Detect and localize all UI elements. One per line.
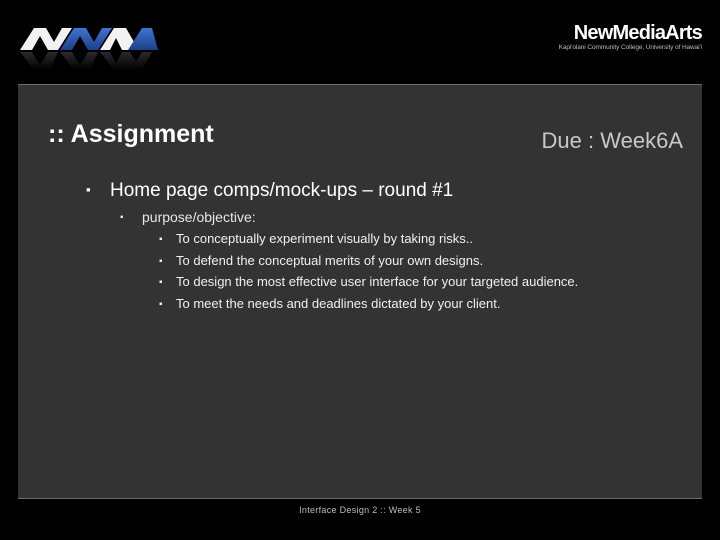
brand-subtitle: Kapi'olani Community College, University of Hawai'i <box>558 44 702 51</box>
list-item <box>159 294 578 316</box>
bullet-icon: ▪ <box>159 234 163 245</box>
sub-bullet-text: purpose/objective: <box>142 209 256 225</box>
list-item-text: To conceptually experiment visually by taking risks.. <box>176 231 473 246</box>
footer-text: Interface Design 2 :: Week 5 <box>299 505 421 515</box>
nma-logo <box>18 24 160 72</box>
slide-title: :: Assignment <box>48 120 214 148</box>
nma-logo-graphic <box>18 24 160 72</box>
bullet-icon: ▪ <box>159 255 163 267</box>
newmediaarts-logo <box>552 22 702 52</box>
list-item <box>159 229 578 251</box>
bullet-icon: ▪ <box>86 182 91 197</box>
bullet-icon: ▪ <box>120 212 124 223</box>
due-date: Due : Week6A <box>541 128 683 153</box>
list-item-text: To design the most effective user interface for your targeted audience. <box>176 274 579 289</box>
bullet-icon: ▪ <box>159 298 163 310</box>
list-item-text: To meet the needs and deadlines dictated by your client. <box>176 295 501 311</box>
main-bullet <box>86 180 453 202</box>
main-bullet-text: Home page comps/mock-ups – round #1 <box>110 180 454 201</box>
brand-name: NewMediaArts <box>573 22 702 44</box>
list-item <box>159 251 578 273</box>
list-item <box>159 272 578 294</box>
objective-list <box>159 229 578 315</box>
bullet-icon: ▪ <box>159 277 163 288</box>
list-item-text: To defend the conceptual merits of your own designs. <box>176 252 484 268</box>
sub-bullet <box>120 209 256 225</box>
